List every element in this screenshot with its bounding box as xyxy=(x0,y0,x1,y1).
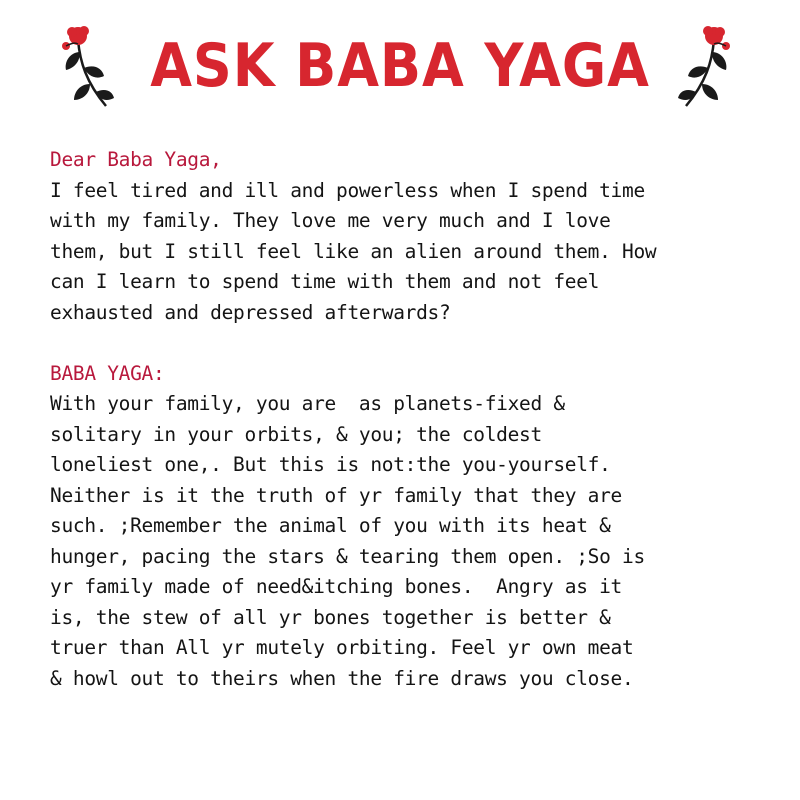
answer-line: loneliest one,. But this is not:the you-yourself. xyxy=(50,453,611,476)
section-divider xyxy=(50,328,770,359)
answer-line: such. ;Remember the animal of you with its heat & xyxy=(50,514,611,537)
letter-line: them, but I still feel like an alien around them. How xyxy=(50,239,657,263)
answer-line: Neither is it the truth of yr family that they are xyxy=(50,483,623,507)
answer-line: yr family made of need&itching bones. Angry as it xyxy=(50,575,623,598)
letter-line: with my family. They love me very much and I love xyxy=(50,209,611,232)
flower-sprig-icon xyxy=(668,22,734,114)
answer-label: BABA YAGA: xyxy=(50,361,165,385)
answer-line: solitary in your orbits, & you; the coldest xyxy=(50,422,542,446)
answer-line: With your family, you are as planets-fixed & xyxy=(50,392,565,415)
answer-line: is, the stew of all yr bones together is better & xyxy=(50,605,611,629)
answer-line: truer than All yr mutely orbiting. Feel yr own meat xyxy=(50,636,634,659)
answer-line: & howl out to theirs when the fire draws you close. xyxy=(50,666,634,690)
page-title: ASK BABA YAGA xyxy=(150,31,650,101)
answer-line: hunger, pacing the stars & tearing them open. ;So is xyxy=(50,544,645,568)
header xyxy=(0,22,800,122)
letter-line: can I learn to spend time with them and not feel xyxy=(50,270,600,293)
letter-salutation: Dear Baba Yaga, xyxy=(50,148,222,171)
letter-line: exhausted and depressed afterwards? xyxy=(50,300,451,324)
column-body xyxy=(50,145,770,694)
letter-line: I feel tired and ill and powerless when I spend time xyxy=(50,178,645,202)
